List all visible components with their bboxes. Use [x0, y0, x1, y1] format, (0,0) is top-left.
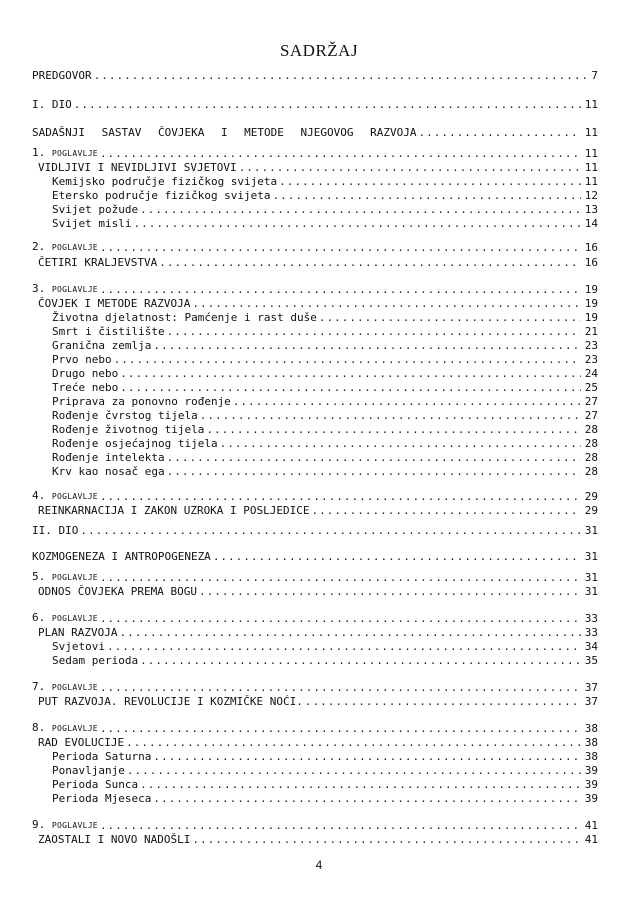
- chapter-word: POGLAVLJE: [51, 683, 98, 692]
- dot-leader: [133, 217, 580, 231]
- toc-entry: [32, 409, 598, 423]
- toc-entry-label: Priprava za ponovno rođenje: [52, 395, 231, 408]
- dot-leader: [239, 161, 581, 175]
- toc-entry: [32, 395, 598, 409]
- dot-leader: [80, 524, 580, 538]
- toc-entry-label: Životna djelatnost: Pamćenje i rast duše: [52, 311, 317, 324]
- toc-entry-label: ČOVJEK I METODE RAZVOJA: [38, 297, 191, 310]
- toc-entry-label: ZAOSTALI I NOVO NADOŠLI: [38, 833, 191, 846]
- toc-entry: [32, 241, 598, 255]
- toc-entry-page: 31: [584, 524, 598, 537]
- page-number: 4: [315, 858, 323, 872]
- chapter-word: POGLAVLJE: [51, 243, 98, 252]
- toc-entry: [32, 203, 598, 217]
- dot-leader: [206, 423, 580, 437]
- dot-leader: [153, 750, 580, 764]
- toc-entry-page: 37: [584, 695, 598, 708]
- dot-leader: [100, 722, 581, 736]
- toc-entry-label: Drugo nebo: [52, 367, 119, 380]
- toc-entry: [32, 69, 598, 83]
- toc-entry-label: [32, 721, 100, 736]
- dot-leader: [114, 353, 581, 367]
- toc-entry-label: [32, 570, 100, 585]
- toc-entry-page: 25: [584, 381, 598, 394]
- toc-entry: [32, 626, 598, 640]
- toc-entry: [32, 367, 598, 381]
- chapter-number: 5.: [32, 570, 46, 583]
- toc-entry-label: REINKARNACIJA I ZAKON UZROKA I POSLJEDICE: [38, 504, 310, 517]
- chapter-word: POGLAVLJE: [51, 285, 98, 294]
- toc-entry: [32, 654, 598, 668]
- toc-entry: [32, 792, 598, 806]
- toc-entry-label: PUT RAZVOJA. REVOLUCIJE I KOZMIČKE NOĆI.: [38, 695, 303, 708]
- toc-entry: [32, 750, 598, 764]
- toc-entry: [32, 833, 598, 847]
- toc-entry-page: 11: [584, 126, 598, 139]
- chapter-word: POGLAVLJE: [51, 149, 98, 158]
- toc-entry-page: 7: [591, 69, 598, 82]
- dot-leader: [153, 792, 580, 806]
- toc-entry-page: 11: [584, 175, 598, 188]
- toc-entry-page: 39: [584, 778, 598, 791]
- toc-entry-label: Kemijsko područje fizičkog svijeta: [52, 175, 278, 188]
- toc-entry: [32, 175, 598, 189]
- toc-entry: [32, 612, 598, 626]
- toc-entry-label: Perioda Mjeseca: [52, 792, 152, 805]
- toc-entry-label: Perioda Saturna: [52, 750, 152, 763]
- toc-entry-label: Svijet misli: [52, 217, 132, 230]
- toc-entry-page: 28: [584, 437, 598, 450]
- table-of-contents: [32, 0, 598, 880]
- dot-leader: [94, 69, 588, 83]
- toc-entry-label: Rođenje čvrstog tijela: [52, 409, 198, 422]
- dot-leader: [213, 550, 581, 564]
- toc-entry-label: RAD EVOLUCIJE: [38, 736, 125, 749]
- toc-entry: [32, 381, 598, 395]
- chapter-number: 2.: [32, 240, 46, 253]
- toc-entry: [32, 283, 598, 297]
- toc-entry-label: ODNOS ČOVJEKA PREMA BOGU: [38, 585, 197, 598]
- dot-leader: [305, 695, 581, 709]
- toc-entry: [32, 490, 598, 504]
- toc-entry-label: [32, 680, 100, 695]
- dot-leader: [167, 465, 581, 479]
- toc-entry-label: [32, 818, 100, 833]
- dot-leader: [100, 612, 581, 626]
- chapter-number: 3.: [32, 282, 46, 295]
- toc-entry-page: 27: [584, 395, 598, 408]
- toc-entry-page: 27: [584, 409, 598, 422]
- toc-entry: [32, 437, 598, 451]
- chapter-number: 6.: [32, 611, 46, 624]
- toc-entry-page: 11: [584, 161, 598, 174]
- toc-entry: [32, 585, 598, 599]
- toc-entry: [32, 189, 598, 203]
- toc-entry: [32, 819, 598, 833]
- toc-entry: [32, 325, 598, 339]
- toc-entry-page: 33: [584, 612, 598, 625]
- toc-entry-page: 41: [584, 833, 598, 846]
- dot-leader: [74, 98, 581, 112]
- toc-entry-label: Rođenje intelekta: [52, 451, 165, 464]
- toc-entry-label: KOZMOGENEZA I ANTROPOGENEZA: [32, 550, 211, 563]
- toc-entry-label: Smrt i čistilište: [52, 325, 165, 338]
- toc-entry-label: II. DIO: [32, 524, 79, 537]
- toc-entry: [32, 550, 598, 564]
- toc-entry: [32, 147, 598, 161]
- toc-entry-page: 11: [584, 98, 598, 111]
- toc-entry: [32, 256, 598, 270]
- chapter-word: POGLAVLJE: [51, 573, 98, 582]
- toc-entry-label: [32, 240, 100, 255]
- dot-leader: [107, 640, 581, 654]
- toc-entry-label: Granična zemlja: [52, 339, 152, 352]
- chapter-word: POGLAVLJE: [51, 492, 98, 501]
- toc-entry: [32, 465, 598, 479]
- toc-entry: [32, 126, 598, 140]
- dot-leader: [100, 283, 581, 297]
- toc-entry: [32, 524, 598, 538]
- toc-entry-label: Ponavljanje: [52, 764, 125, 777]
- toc-entry-page: 19: [584, 297, 598, 310]
- dot-leader: [279, 175, 581, 189]
- dot-leader: [192, 833, 580, 847]
- toc-entry: [32, 695, 598, 709]
- toc-entry: [32, 736, 598, 750]
- dot-leader: [167, 451, 581, 465]
- toc-entry-page: 29: [584, 504, 598, 517]
- toc-entry: [32, 217, 598, 231]
- toc-entry: [32, 423, 598, 437]
- toc-entry-page: 31: [584, 550, 598, 563]
- toc-entry-label: Rođenje životnog tijela: [52, 423, 205, 436]
- toc-entry-label: Sedam perioda: [52, 654, 139, 667]
- dot-leader: [200, 409, 581, 423]
- toc-entry-page: 28: [584, 465, 598, 478]
- chapter-word: POGLAVLJE: [51, 724, 98, 733]
- chapter-number: 1.: [32, 146, 46, 159]
- dot-leader: [273, 189, 581, 203]
- dot-leader: [140, 778, 581, 792]
- toc-entry-label: Svjetovi: [52, 640, 105, 653]
- toc-entry-page: 38: [584, 750, 598, 763]
- dot-leader: [120, 381, 581, 395]
- toc-entry: [32, 353, 598, 367]
- toc-entry: [32, 161, 598, 175]
- dot-leader: [159, 256, 581, 270]
- toc-entry-label: [32, 146, 100, 161]
- dot-leader: [100, 819, 581, 833]
- toc-entry-page: 39: [584, 764, 598, 777]
- toc-entry: [32, 571, 598, 585]
- chapter-number: 8.: [32, 721, 46, 734]
- toc-entry: [32, 339, 598, 353]
- dot-leader: [100, 571, 581, 585]
- dot-leader: [119, 626, 580, 640]
- toc-entry-label: I. DIO: [32, 98, 72, 111]
- toc-entry: [32, 311, 598, 325]
- toc-entry-page: 37: [584, 681, 598, 694]
- toc-entry-page: 38: [584, 722, 598, 735]
- dot-leader: [140, 654, 581, 668]
- toc-entry-label: Perioda Sunca: [52, 778, 139, 791]
- chapter-word: POGLAVLJE: [51, 614, 98, 623]
- dot-leader: [233, 395, 581, 409]
- toc-entry-label: [32, 489, 100, 504]
- dot-leader: [419, 126, 581, 140]
- toc-entry: [32, 451, 598, 465]
- chapter-number: 4.: [32, 489, 46, 502]
- toc-entry-label: PLAN RAZVOJA: [38, 626, 118, 639]
- toc-entry-page: 28: [584, 451, 598, 464]
- toc-entry: [32, 504, 598, 518]
- dot-leader: [153, 339, 580, 353]
- chapter-word: POGLAVLJE: [51, 821, 98, 830]
- toc-entry-page: 16: [584, 256, 598, 269]
- toc-entry-label: Rođenje osjećajnog tijela: [52, 437, 218, 450]
- toc-entry-page: 16: [584, 241, 598, 254]
- toc-entry-label: Treće nebo: [52, 381, 119, 394]
- toc-entry-label: Krv kao nosač ega: [52, 465, 165, 478]
- toc-entry-page: 23: [584, 353, 598, 366]
- dot-leader: [140, 203, 581, 217]
- dot-leader: [312, 504, 581, 518]
- dot-leader: [220, 437, 581, 451]
- toc-entry-label: [32, 611, 100, 626]
- toc-entry: [32, 778, 598, 792]
- toc-entry: [32, 764, 598, 778]
- toc-entry-label: ČETIRI KRALJEVSTVA: [38, 256, 158, 269]
- dot-leader: [127, 764, 581, 778]
- toc-entry-label: Etersko područje fizičkog svijeta: [52, 189, 271, 202]
- page-title: SADRŽAJ: [279, 41, 359, 60]
- toc-entry: [32, 640, 598, 654]
- toc-entry-label: Prvo nebo: [52, 353, 112, 366]
- dot-leader: [100, 241, 581, 255]
- toc-entry-page: 11: [584, 147, 598, 160]
- toc-entry-page: 39: [584, 792, 598, 805]
- toc-entry-page: 38: [584, 736, 598, 749]
- toc-entry-page: 29: [584, 490, 598, 503]
- toc-entry-page: 33: [584, 626, 598, 639]
- toc-entry-page: 12: [584, 189, 598, 202]
- dot-leader: [100, 147, 581, 161]
- toc-entry-page: 19: [584, 311, 598, 324]
- dot-leader: [167, 325, 581, 339]
- toc-entry: [32, 98, 598, 112]
- dot-leader: [100, 490, 581, 504]
- toc-entry-page: 41: [584, 819, 598, 832]
- toc-entry-page: 19: [584, 283, 598, 296]
- toc-entry-page: 35: [584, 654, 598, 667]
- toc-entry: [32, 722, 598, 736]
- toc-entry-page: 14: [584, 217, 598, 230]
- toc-entry-page: 13: [584, 203, 598, 216]
- dot-leader: [199, 585, 581, 599]
- dot-leader: [319, 311, 581, 325]
- toc-entry-label: Svijet požude: [52, 203, 139, 216]
- toc-entry-page: 31: [584, 571, 598, 584]
- chapter-number: 7.: [32, 680, 46, 693]
- dot-leader: [120, 367, 581, 381]
- dot-leader: [192, 297, 580, 311]
- toc-entry: [32, 681, 598, 695]
- dot-leader: [126, 736, 581, 750]
- dot-leader: [100, 681, 581, 695]
- toc-entry-page: 31: [584, 585, 598, 598]
- toc-entry-label: VIDLJIVI I NEVIDLJIVI SVJETOVI: [38, 161, 237, 174]
- toc-entry-page: 24: [584, 367, 598, 380]
- toc-entry-label: PREDGOVOR: [32, 69, 92, 82]
- toc-entry: [32, 297, 598, 311]
- toc-entry-page: 23: [584, 339, 598, 352]
- toc-entry-page: 28: [584, 423, 598, 436]
- toc-entry-label: SADAŠNJI SASTAV ČOVJEKA I METODE NJEGOVOG RAZVOJA: [32, 126, 417, 139]
- chapter-number: 9.: [32, 818, 46, 831]
- toc-entry-label: [32, 282, 100, 297]
- toc-entry-page: 21: [584, 325, 598, 338]
- toc-entry-page: 34: [584, 640, 598, 653]
